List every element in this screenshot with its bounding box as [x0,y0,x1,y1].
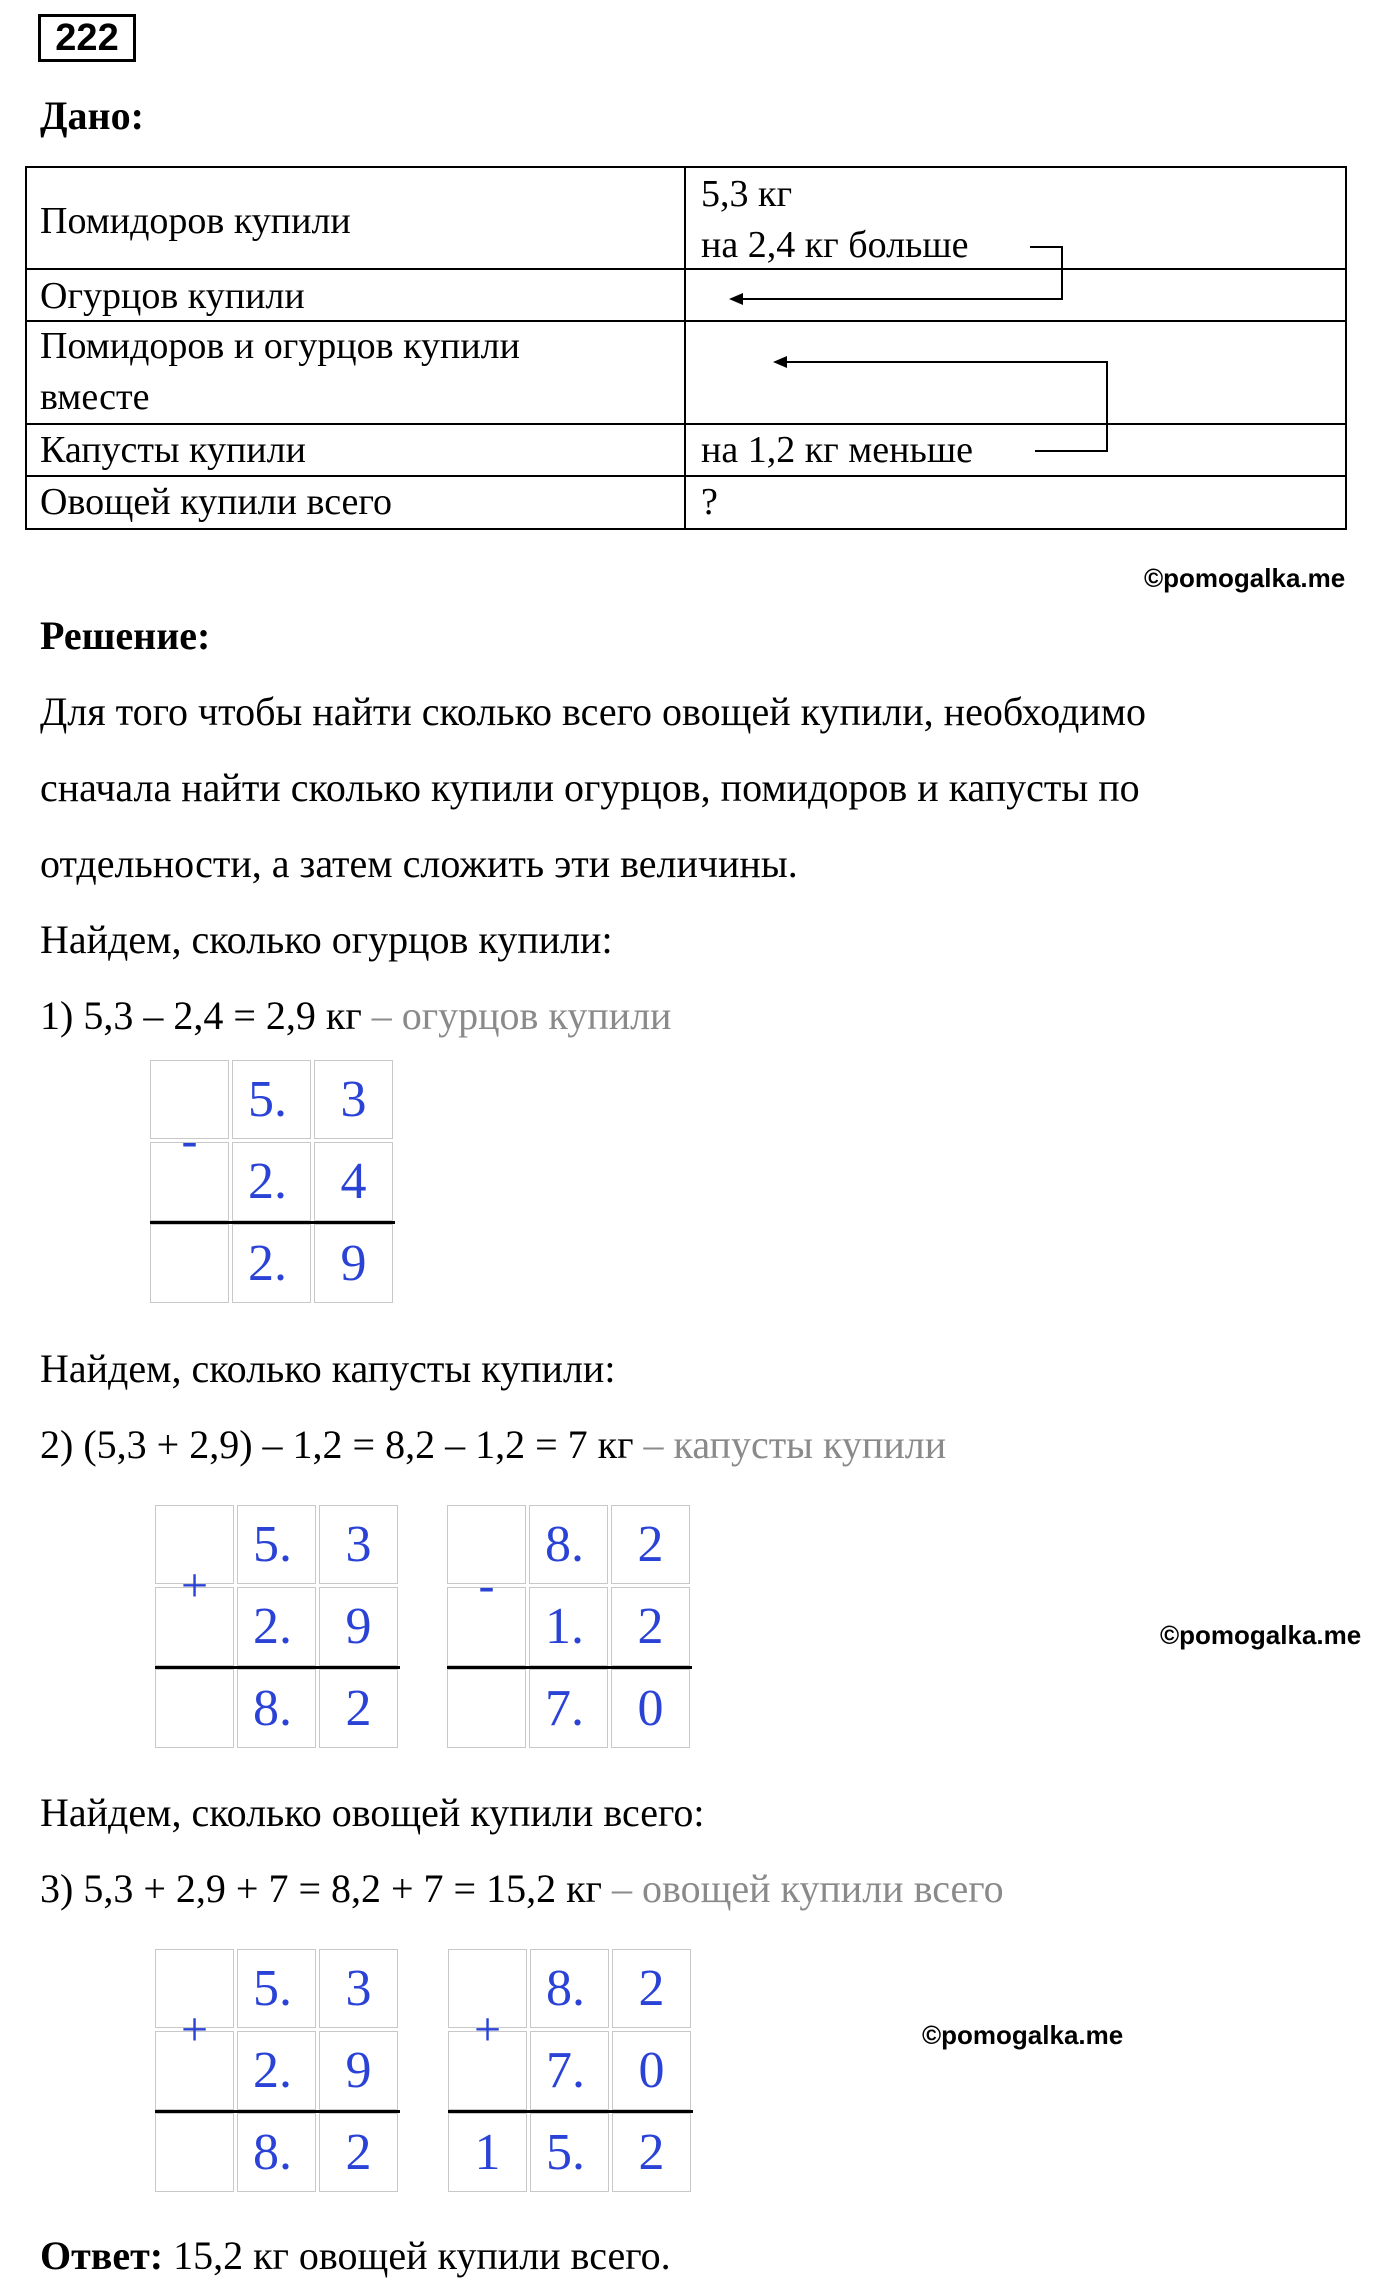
row-value: 5,3 кг [701,173,793,215]
digit: 2. [253,2042,292,2099]
digit: 0 [638,2042,665,2099]
digit: 3 [345,1960,372,2017]
step-expression [40,1421,946,1468]
step-expression [40,992,671,1039]
row-label: Помидоров и огурцов купили [40,325,520,367]
answer-label: Ответ: [40,2233,164,2278]
digit: 3 [345,1516,372,1573]
digit: 2 [637,1598,664,1655]
digit: 1. [545,1598,584,1655]
digit: 0 [637,1680,664,1737]
digit: 2 [345,1680,372,1737]
digit [155,2113,234,2192]
step-title: Найдем, сколько капусты купили: [40,1346,616,1391]
digit: 8. [545,1516,584,1573]
watermark: ©pomogalka.me [1160,1620,1362,1650]
digit: 4 [340,1153,367,1210]
column-addition [155,1949,400,2194]
step-title: Найдем, сколько овощей купили всего: [40,1790,705,1835]
expression-note: – капусты купили [633,1422,947,1467]
digit: 2 [637,1516,664,1573]
row-label: Овощей купили всего [40,481,393,523]
answer-text: 15,2 кг овощей купили всего. [163,2233,671,2278]
intro-line: Для того чтобы найти сколько всего овощей купили, необходимо [40,689,1147,734]
digit: 5. [248,1071,287,1128]
digit: 7. [546,2042,585,2099]
step-title: Найдем, сколько огурцов купили: [40,917,613,962]
given-table [25,166,1347,530]
digit [150,1224,229,1303]
arrow-head-icon [729,293,743,305]
operator-sign: + [180,2003,209,2056]
row-value: на 1,2 кг меньше [701,429,973,471]
sum-line [155,2110,400,2113]
row-label: Помидоров купили [40,200,351,242]
given-heading: Дано: [40,93,144,138]
operator-sign: - [478,1559,495,1612]
digit: 5. [546,2124,585,2181]
digit: 8. [253,2124,292,2181]
expression-note: – овощей купили всего [601,1866,1004,1911]
digit [447,1669,526,1748]
intro-line: сначала найти сколько купили огурцов, помидоров и капусты по [40,765,1140,810]
operator-sign: - [181,1114,198,1167]
digit: 5. [253,1960,292,2017]
task-number: 222 [38,14,136,62]
sum-line [150,1221,395,1224]
watermark: ©pomogalka.me [1144,563,1346,593]
digit: 7. [545,1680,584,1737]
operator-sign: + [180,1559,209,1612]
digit: 2. [248,1235,287,1292]
digit: 8. [546,1960,585,2017]
operator-sign: + [473,2003,502,2056]
digit [155,1669,234,1748]
column-addition [448,1949,693,2194]
expression: 2) (5,3 + 2,9) – 1,2 = 8,2 – 1,2 = 7 кг [40,1422,634,1467]
column-subtraction [150,1060,395,1305]
expression-note: – огурцов купили [361,993,672,1038]
arrow-head-icon [773,356,787,368]
digit: 2 [638,1960,665,2017]
row-label: Огурцов купили [40,275,305,317]
watermark: ©pomogalka.me [922,2020,1124,2050]
intro-line: отдельности, а затем сложить эти величины. [40,841,798,886]
solution-heading: Решение: [40,613,211,658]
digit: 9 [345,1598,372,1655]
expression: 1) 5,3 – 2,4 = 2,9 кг [40,993,362,1038]
digit: 9 [340,1235,367,1292]
sum-line [448,2110,693,2113]
row-label: Капусты купили [40,429,306,471]
digit: 9 [345,2042,372,2099]
sum-line [155,1666,400,1669]
digit: 2. [253,1598,292,1655]
row-value: ? [701,481,718,523]
answer [40,2232,671,2279]
expression: 3) 5,3 + 2,9 + 7 = 8,2 + 7 = 15,2 кг [40,1866,602,1911]
digit: 3 [340,1071,367,1128]
row-value: на 2,4 кг больше [701,224,969,266]
column-subtraction [447,1505,692,1750]
sum-line [447,1666,692,1669]
digit: 2 [638,2124,665,2181]
step-expression [40,1865,1004,1912]
digit: 1 [474,2124,501,2181]
digit: 2 [345,2124,372,2181]
row-label: вместе [40,376,150,418]
digit: 5. [253,1516,292,1573]
digit: 8. [253,1680,292,1737]
column-addition [155,1505,400,1750]
digit: 2. [248,1153,287,1210]
